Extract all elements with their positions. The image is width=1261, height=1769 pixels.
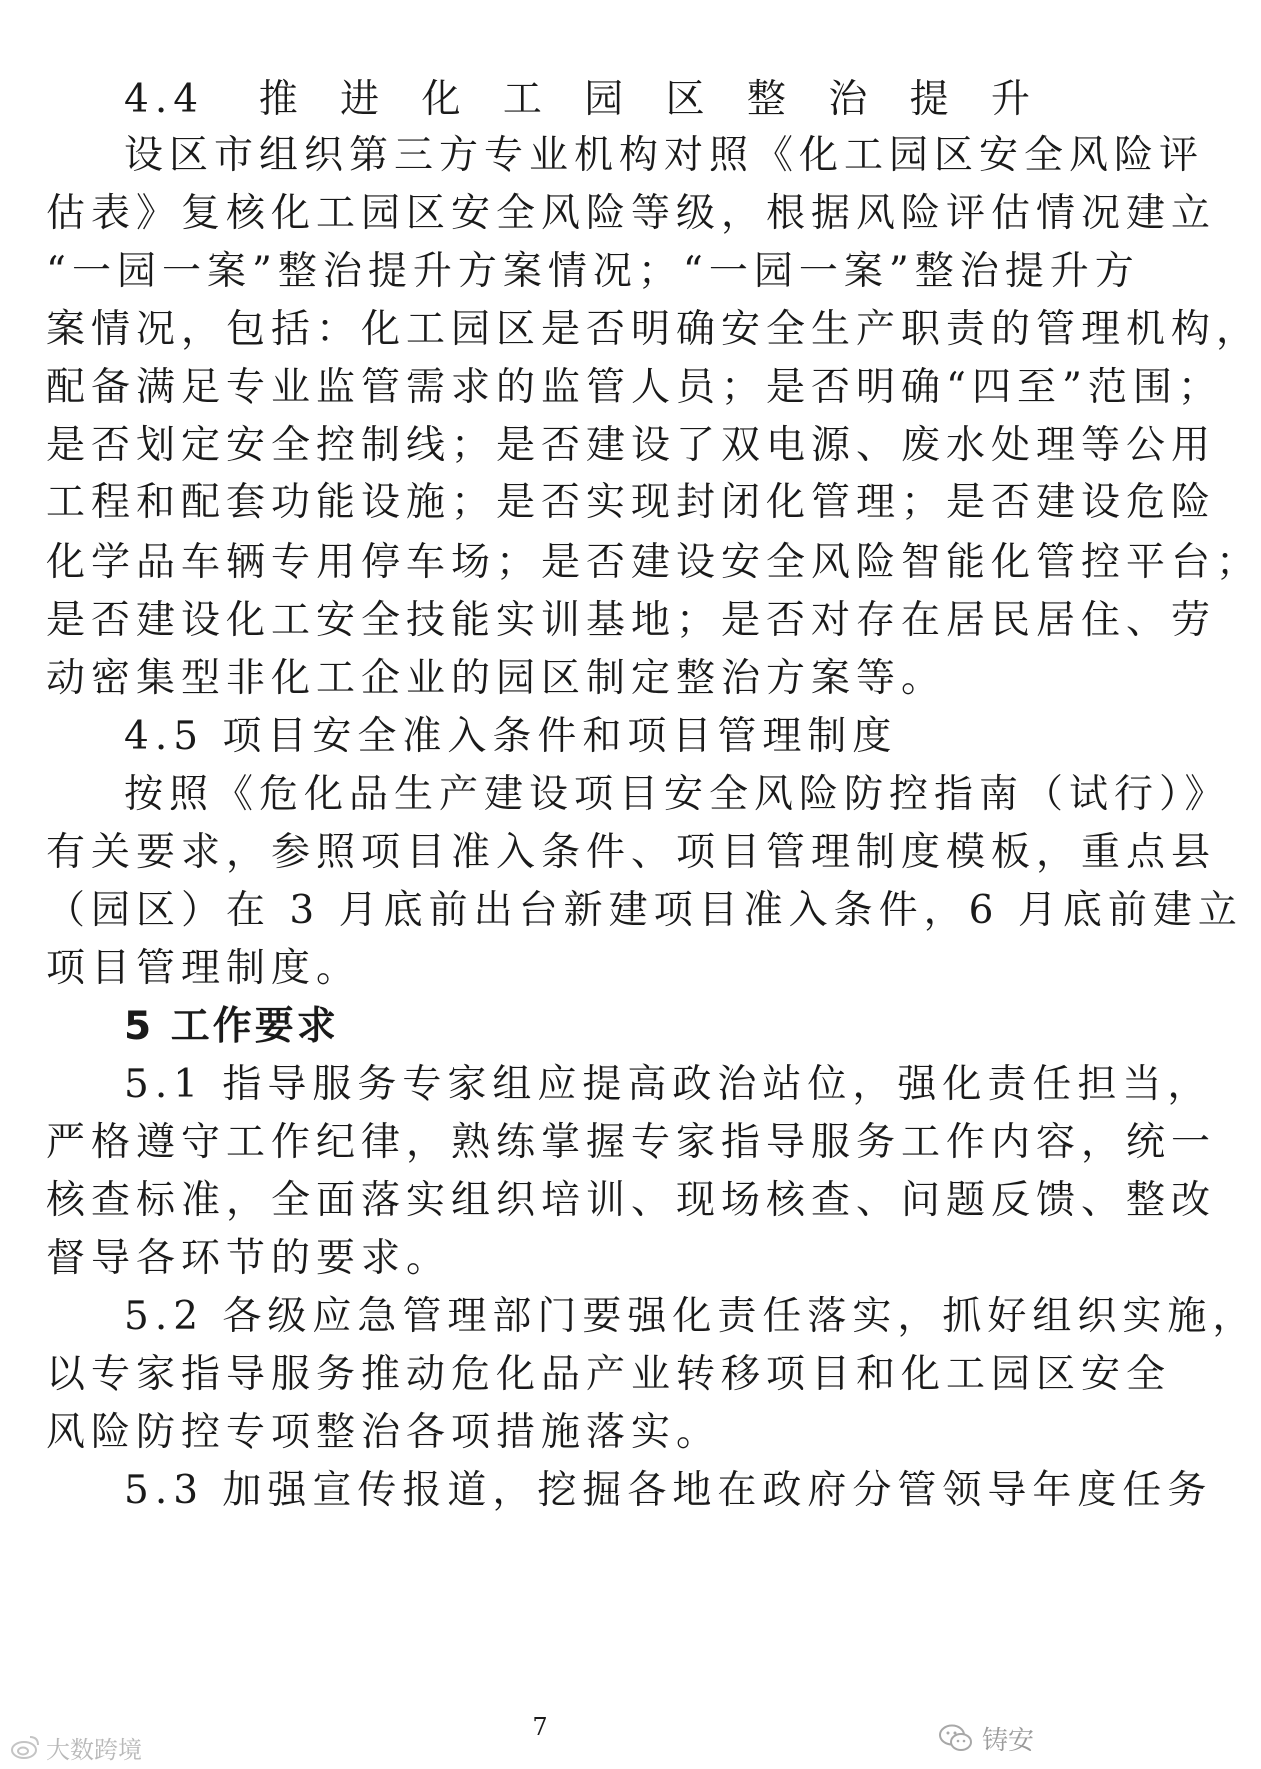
section-heading-5: 5 工作要求	[124, 1004, 339, 1049]
paragraph-line: 估表》复核化工园区安全风险等级，根据风险评估情况建立	[46, 191, 1217, 236]
watermark-right	[938, 1718, 1034, 1758]
paragraph-line: 以专家指导服务推动危化品产业转移项目和化工园区安全	[46, 1352, 1172, 1397]
watermark-left-text: 大数跨境	[46, 1735, 142, 1764]
paragraph-line: 化学品车辆专用停车场；是否建设安全风险智能化管控平台；	[46, 540, 1261, 585]
paragraph-line: （园区）在 3 月底前出台新建项目准入条件，6 月底前建立	[46, 888, 1243, 933]
paragraph-line: “一园一案”整治提升方案情况；“一园一案”整治提升方	[46, 249, 1140, 294]
section-heading-4-5: 4.5 项目安全准入条件和项目管理制度	[124, 714, 898, 759]
weibo-icon	[10, 1734, 40, 1760]
paragraph-line: 5.3 加强宣传报道，挖掘各地在政府分管领导年度任务	[124, 1468, 1213, 1513]
watermark-left	[10, 1730, 142, 1764]
paragraph-line: 是否划定安全控制线；是否建设了双电源、废水处理等公用	[46, 423, 1217, 468]
paragraph-line: 5.1 指导服务专家组应提高政治站位，强化责任担当，	[124, 1062, 1213, 1107]
paragraph-line: 项目管理制度。	[46, 946, 362, 991]
watermark-right-text: 铸安	[982, 1725, 1035, 1756]
paragraph-line: 工程和配套功能设施；是否实现封闭化管理；是否建设危险	[46, 480, 1217, 525]
paragraph-line: 风险防控专项整治各项措施落实。	[46, 1410, 722, 1455]
paragraph-line: 案情况，包括：化工园区是否明确安全生产职责的管理机构，	[46, 307, 1261, 352]
page-number: 7	[532, 1713, 548, 1741]
paragraph-line: 是否建设化工安全技能实训基地；是否对存在居民居住、劳	[46, 598, 1217, 643]
paragraph-line: 核查标准，全面落实组织培训、现场核查、问题反馈、整改	[46, 1178, 1217, 1223]
paragraph-line: 设区市组织第三方专业机构对照《化工园区安全风险评	[124, 133, 1205, 178]
paragraph-line: 有关要求，参照项目准入条件、项目管理制度模板，重点县	[46, 830, 1217, 875]
section-heading-4-4: 4.4 推进化工园区整治提升	[124, 77, 1036, 122]
paragraph-line: 督导各环节的要求。	[46, 1236, 452, 1281]
wechat-icon	[938, 1723, 974, 1753]
paragraph-line: 按照《危化品生产建设项目安全风险防控指南（试行）》	[124, 772, 1230, 817]
paragraph-line: 严格遵守工作纪律，熟练掌握专家指导服务工作内容，统一	[46, 1120, 1217, 1165]
paragraph-line: 5.2 各级应急管理部门要强化责任落实，抓好组织实施，	[124, 1294, 1258, 1339]
paragraph-line: 动密集型非化工企业的园区制定整治方案等。	[46, 656, 947, 701]
paragraph-line: 配备满足专业监管需求的监管人员；是否明确“四至”范围；	[46, 365, 1223, 410]
